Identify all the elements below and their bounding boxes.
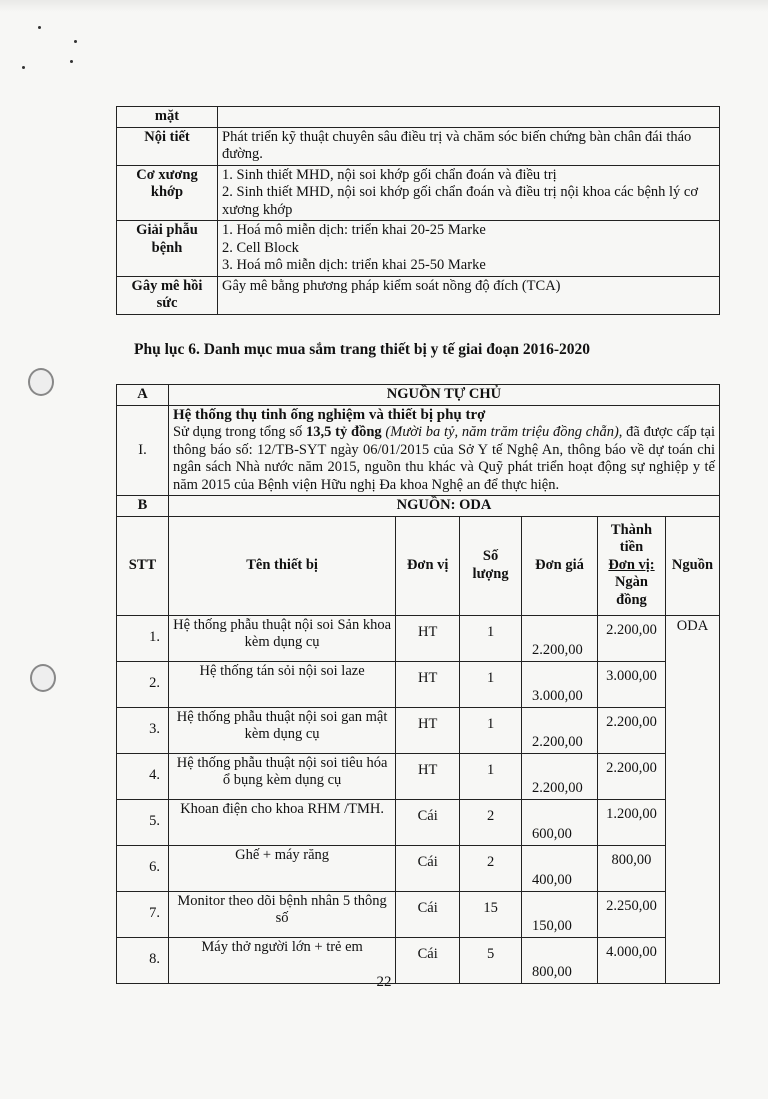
para-text: đã được cấp tại thông báo số: 12/TB-SYT ngày 06/01/2015 của Sở Y tế Nghệ An, thông báo về dự toán chi ngân sách Nhà nước năm 2015, nguồn thu khác và Quỹ phát triển hoạt động sự nghiệp y tế năm 2015 của Bệnh viện Hữu nghị Đa khoa Nghệ an để thực hiện. bbox=[172, 424, 716, 493]
row-name: Hệ thống tán sỏi nội soi laze bbox=[168, 661, 395, 707]
row-price: 150,00 bbox=[522, 891, 598, 937]
row-qty: 2 bbox=[460, 845, 522, 891]
equipment-row bbox=[117, 615, 720, 661]
section-a-item bbox=[117, 405, 720, 496]
specialty-details bbox=[218, 165, 720, 221]
row-source: ODA bbox=[665, 615, 719, 983]
row-total: 4.000,00 bbox=[598, 937, 666, 983]
specialty-label: Giải phẫu bệnh bbox=[117, 221, 218, 277]
scan-speck bbox=[74, 40, 77, 43]
row-stt: 8. bbox=[117, 937, 169, 983]
specialty-item: 1. Sinh thiết MHD, nội soi khớp gối chẩn đoán và điều trị bbox=[222, 166, 557, 183]
specialty-table bbox=[116, 106, 720, 315]
row-price: 2.200,00 bbox=[522, 753, 598, 799]
specialty-item: 1. Hoá mô miễn dịch: triển khai 20-25 Marke bbox=[222, 222, 486, 238]
equipment-row bbox=[117, 707, 720, 753]
row-name: Hệ thống phẫu thuật nội soi gan mật kèm dụng cụ bbox=[168, 707, 395, 753]
section-a-header bbox=[117, 385, 720, 406]
section-a-item-title: Hệ thống thụ tinh ống nghiệm và thiết bị phụ trợ bbox=[172, 406, 486, 423]
specialty-row bbox=[117, 276, 720, 314]
row-unit: Cái bbox=[396, 845, 460, 891]
row-qty: 1 bbox=[460, 615, 522, 661]
specialty-details bbox=[218, 127, 720, 165]
scan-speck bbox=[22, 66, 25, 69]
specialty-row bbox=[117, 127, 720, 165]
specialty-row bbox=[117, 165, 720, 221]
specialty-row bbox=[117, 221, 720, 277]
scan-speck bbox=[38, 26, 41, 29]
row-unit: HT bbox=[396, 707, 460, 753]
row-name: Monitor theo dõi bệnh nhân 5 thông số bbox=[168, 891, 395, 937]
specialty-details bbox=[218, 107, 720, 128]
section-b-header bbox=[117, 496, 720, 517]
specialty-details bbox=[218, 276, 720, 314]
row-qty: 5 bbox=[460, 937, 522, 983]
row-total: 2.200,00 bbox=[598, 615, 666, 661]
row-name: Khoan điện cho khoa RHM /TMH. bbox=[168, 799, 395, 845]
section-a-code: A bbox=[117, 385, 169, 406]
section-a-title: NGUỒN TỰ CHỦ bbox=[168, 385, 719, 406]
specialty-label: Gây mê hồi sức bbox=[117, 276, 218, 314]
para-text: Sử dụng trong tổng số bbox=[172, 424, 307, 440]
row-price: 2.200,00 bbox=[522, 615, 598, 661]
row-unit: Cái bbox=[396, 799, 460, 845]
row-qty: 1 bbox=[460, 707, 522, 753]
para-words: (Mười ba tỷ, năm trăm triệu đồng chẵn), bbox=[381, 424, 623, 440]
col-total-unit: Đơn vị: bbox=[608, 556, 655, 573]
specialty-label: Nội tiết bbox=[117, 127, 218, 165]
equipment-row bbox=[117, 845, 720, 891]
row-total: 2.200,00 bbox=[598, 753, 666, 799]
col-unit: Đơn vị bbox=[396, 516, 460, 615]
scan-top-band bbox=[0, 0, 768, 12]
row-name: Ghế + máy răng bbox=[168, 845, 395, 891]
row-price: 600,00 bbox=[522, 799, 598, 845]
section-a-paragraph bbox=[173, 424, 715, 494]
column-headers bbox=[117, 516, 720, 615]
equipment-row bbox=[117, 891, 720, 937]
col-name: Tên thiết bị bbox=[168, 516, 395, 615]
row-price: 400,00 bbox=[522, 845, 598, 891]
specialty-item: Gây mê bằng phương pháp kiểm soát nồng độ đích (TCA) bbox=[222, 277, 561, 294]
row-unit: Cái bbox=[396, 891, 460, 937]
row-unit: Cái bbox=[396, 937, 460, 983]
specialty-item: 2. Cell Block bbox=[222, 239, 299, 256]
row-price: 3.000,00 bbox=[522, 661, 598, 707]
specialty-item: 3. Hoá mô miễn dịch: triển khai 25-50 Marke bbox=[222, 257, 486, 273]
equipment-table bbox=[116, 384, 720, 984]
row-stt: 5. bbox=[117, 799, 169, 845]
specialty-row bbox=[117, 107, 720, 128]
col-total bbox=[598, 516, 666, 615]
row-unit: HT bbox=[396, 753, 460, 799]
punch-hole-icon bbox=[30, 664, 56, 692]
section-a-item-num: I. bbox=[117, 405, 169, 496]
row-stt: 6. bbox=[117, 845, 169, 891]
scan-speck bbox=[70, 60, 73, 63]
row-name: Hệ thống phẫu thuật nội soi Sản khoa kèm dụng cụ bbox=[168, 615, 395, 661]
row-stt: 4. bbox=[117, 753, 169, 799]
row-qty: 1 bbox=[460, 661, 522, 707]
page-number: 22 bbox=[376, 974, 392, 990]
row-stt: 1. bbox=[117, 615, 169, 661]
row-qty: 1 bbox=[460, 753, 522, 799]
row-price: 2.200,00 bbox=[522, 707, 598, 753]
row-total: 3.000,00 bbox=[598, 661, 666, 707]
row-total: 2.250,00 bbox=[598, 891, 666, 937]
col-total-label: Thành tiền bbox=[610, 521, 653, 556]
appendix-caption: Phụ lục 6. Danh mục mua sắm trang thiết bị y tế giai đoạn 2016-2020 bbox=[134, 341, 590, 358]
row-total: 1.200,00 bbox=[598, 799, 666, 845]
row-stt: 3. bbox=[117, 707, 169, 753]
col-qty: Số lượng bbox=[460, 516, 522, 615]
row-price: 800,00 bbox=[522, 937, 598, 983]
section-b-title: NGUỒN: ODA bbox=[168, 496, 719, 517]
row-stt: 2. bbox=[117, 661, 169, 707]
equipment-row bbox=[117, 799, 720, 845]
row-qty: 15 bbox=[460, 891, 522, 937]
specialty-details bbox=[218, 221, 720, 277]
row-name: Máy thở người lớn + trẻ em bbox=[168, 937, 395, 983]
section-a-item-body bbox=[168, 405, 719, 496]
row-qty: 2 bbox=[460, 799, 522, 845]
row-unit: HT bbox=[396, 661, 460, 707]
col-total-unit-name: Ngàn đồng bbox=[614, 574, 648, 608]
equipment-row bbox=[117, 753, 720, 799]
specialty-item: 2. Sinh thiết MHD, nội soi khớp gối chẩn đoán và điều trị nội khoa các bệnh lý cơ xương khớp bbox=[222, 184, 699, 218]
col-source: Nguồn bbox=[665, 516, 719, 615]
specialty-label: mặt bbox=[117, 107, 218, 128]
equipment-row bbox=[117, 661, 720, 707]
col-stt: STT bbox=[117, 516, 169, 615]
row-total: 2.200,00 bbox=[598, 707, 666, 753]
row-unit: HT bbox=[396, 615, 460, 661]
row-stt: 7. bbox=[117, 891, 169, 937]
specialty-label: Cơ xương khớp bbox=[117, 165, 218, 221]
col-price: Đơn giá bbox=[522, 516, 598, 615]
specialty-item: Phát triển kỹ thuật chuyên sâu điều trị và chăm sóc biến chứng bàn chân đái tháo đường. bbox=[222, 128, 692, 162]
row-name: Hệ thống phẫu thuật nội soi tiêu hóa ổ bụng kèm dụng cụ bbox=[168, 753, 395, 799]
row-total: 800,00 bbox=[598, 845, 666, 891]
section-b-code: B bbox=[117, 496, 169, 517]
para-amount: 13,5 tỷ đồng bbox=[306, 424, 382, 440]
punch-hole-icon bbox=[28, 368, 54, 396]
